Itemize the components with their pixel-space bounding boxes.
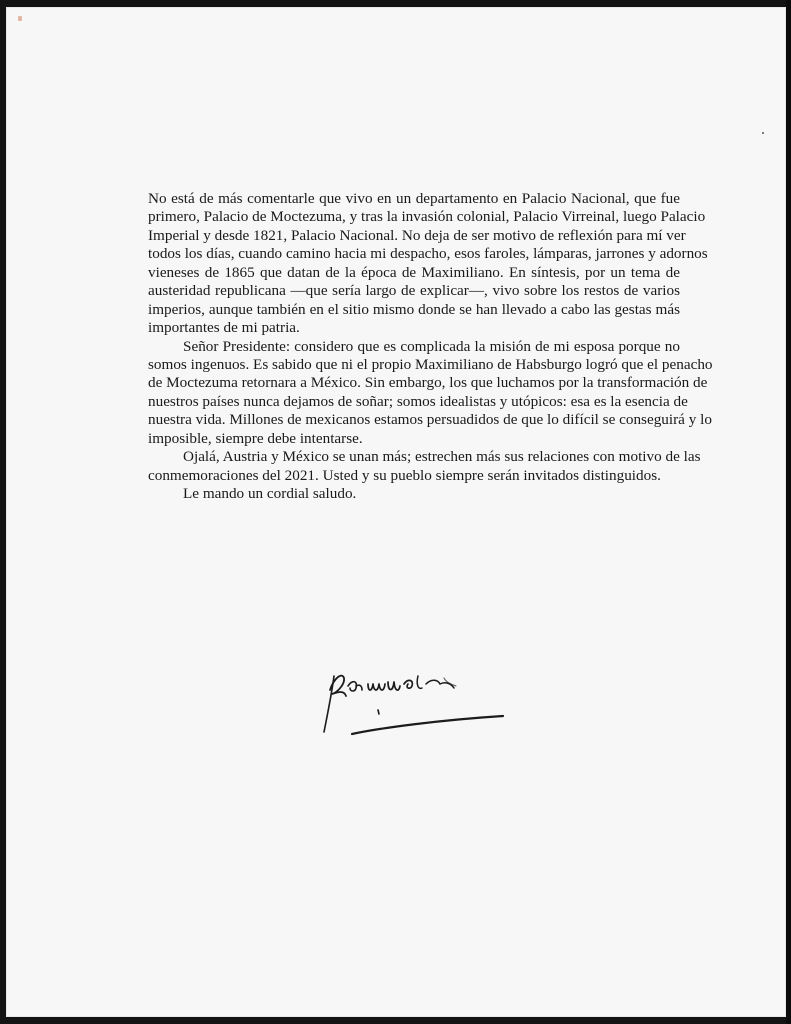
closing-paragraph — [148, 485, 680, 503]
text-line: Imperial y desde 1821, Palacio Nacional. No deja de ser motivo de reflexión para mí ver — [148, 226, 686, 244]
text-line: vieneses de 1865 que datan de la época de Maximiliano. En síntesis, por un tema de — [148, 263, 680, 281]
text-line: conmemoraciones del 2021. Usted y su pueblo siempre serán invitados distinguidos. — [148, 466, 661, 484]
frame-edge — [786, 0, 791, 1024]
paragraph-1 — [148, 190, 708, 338]
scan-artifact-mark — [18, 16, 22, 21]
signature-icon — [320, 662, 520, 742]
text-line: todos los días, cuando camino hacia mi despacho, esos faroles, lámparas, jarrones y adornos — [148, 245, 708, 263]
paragraph-3 — [148, 448, 701, 485]
text-line: imposible, siempre debe intentarse. — [148, 429, 363, 447]
letter-body — [148, 190, 713, 503]
text-line: Señor Presidente: considero que es complicada la misión de mi esposa porque no — [183, 337, 680, 355]
text-line: austeridad republicana —que sería largo de explicar—, vivo sobre los restos de varios — [148, 282, 680, 300]
letter-page — [6, 7, 786, 1017]
paragraph-2 — [148, 337, 713, 449]
closing-line: Le mando un cordial saludo. — [183, 485, 357, 502]
scan-speck — [762, 132, 764, 134]
text-line: No está de más comentarle que vivo en un departamento en Palacio Nacional, que fue — [148, 190, 680, 207]
text-line: importantes de mi patria. — [148, 319, 300, 337]
text-line: somos ingenuos. Es sabido que ni el propio Maximiliano de Habsburgo logró que el penacho — [148, 355, 713, 373]
text-line: nuestra vida. Millones de mexicanos estamos persuadidos de que lo difícil se conseguirá y lo — [148, 411, 712, 429]
text-line: de Moctezuma retornara a México. Sin embargo, los que luchamos por la transformación de — [148, 374, 708, 392]
text-line: Ojalá, Austria y México se unan más; estrechen más sus relaciones con motivo de las — [183, 448, 701, 466]
text-line: imperios, aunque también en el sitio mismo donde se han llevado a cabo las gestas más — [148, 300, 680, 318]
text-line: primero, Palacio de Moctezuma, y tras la invasión colonial, Palacio Virreinal, luego Palacio — [148, 208, 706, 226]
text-line: nuestros países nunca dejamos de soñar; somos idealistas y utópicos: esa es la esencia de — [148, 392, 688, 410]
